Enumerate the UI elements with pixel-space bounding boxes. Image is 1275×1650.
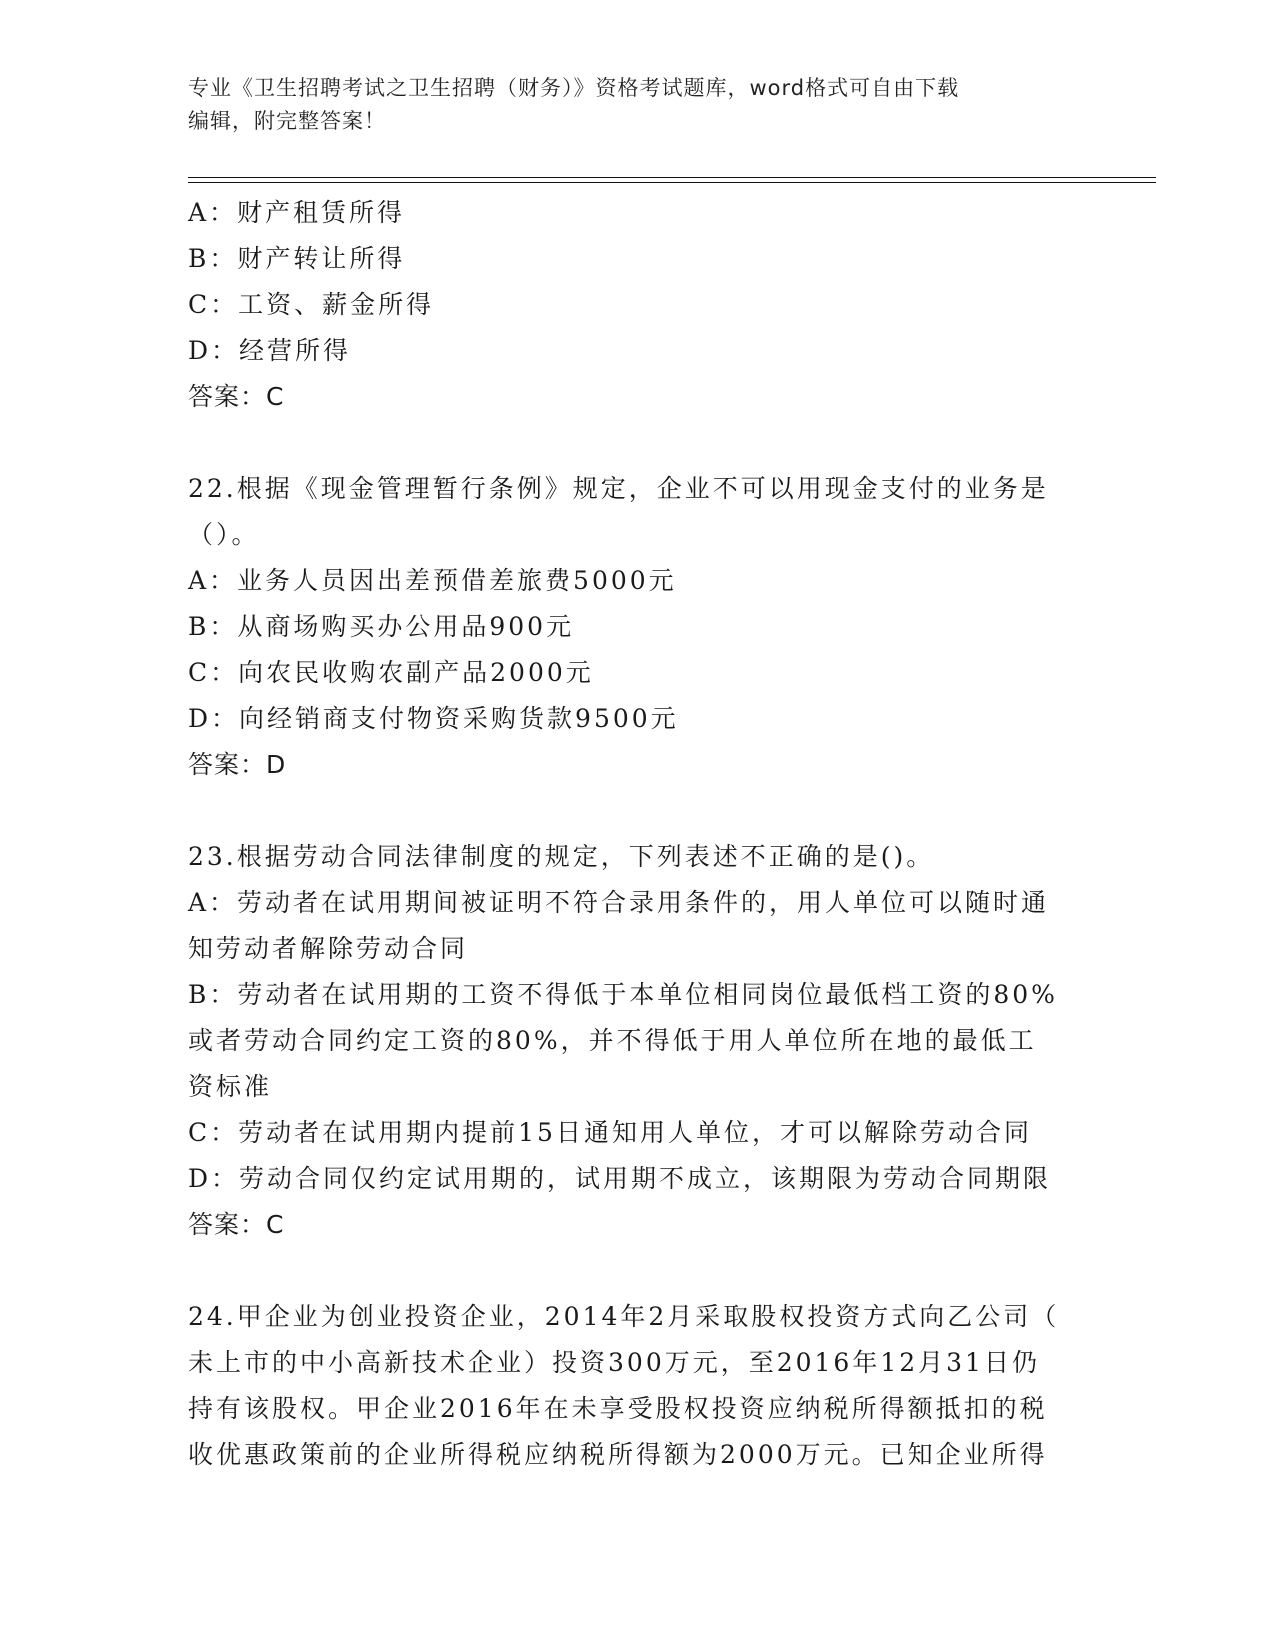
question-23: [188, 834, 1088, 1248]
option-a: A：业务人员因出差预借差旅费5000元: [188, 566, 677, 595]
option-b: B：财产转让所得: [188, 244, 406, 273]
option-d: D：劳动合同仅约定试用期的，试用期不成立，该期限为劳动合同期限: [188, 1164, 1052, 1193]
header-line-1: 专业《卫生招聘考试之卫生招聘（财务）》资格考试题库，word格式可自由下载: [188, 76, 960, 100]
question-21: [188, 190, 1088, 420]
option-c: C：劳动者在试用期内提前15日通知用人单位，才可以解除劳动合同: [188, 1118, 1032, 1147]
question-24: [188, 1294, 1088, 1478]
answer-line: 答案：C: [188, 1210, 285, 1239]
question-stem: 22.根据《现金管理暂行条例》规定，企业不可以用现金支付的业务是: [188, 474, 1049, 503]
option-c: C：向农民收购农副产品2000元: [188, 658, 594, 687]
option-a-cont: 知劳动者解除劳动合同: [188, 934, 469, 963]
header-line-2: 编辑，附完整答案！: [188, 109, 386, 133]
option-a: A：财产租赁所得: [188, 198, 406, 227]
question-stem: 24.甲企业为创业投资企业，2014年2月采取股权投资方式向乙公司（: [188, 1302, 1060, 1331]
document-header: [188, 72, 1068, 138]
option-c: C：工资、薪金所得: [188, 290, 435, 319]
option-b-cont: 或者劳动合同约定工资的80%，并不得低于用人单位所在地的最低工: [188, 1026, 1037, 1055]
option-a: A：劳动者在试用期间被证明不符合录用条件的，用人单位可以随时通: [188, 888, 1050, 917]
question-stem-cont: 未上市的中小高新技术企业）投资300万元，至2016年12月31日仍: [188, 1348, 1040, 1377]
question-content: [188, 190, 1088, 1478]
question-stem-cont: 收优惠政策前的企业所得税应纳税所得额为2000万元。已知企业所得: [188, 1440, 1048, 1469]
option-b: B：劳动者在试用期的工资不得低于本单位相同岗位最低档工资的80%: [188, 980, 1058, 1009]
option-b: B：从商场购买办公用品900元: [188, 612, 575, 641]
header-divider-double: [188, 182, 1156, 183]
question-stem-cont: （）。: [188, 520, 260, 549]
answer-line: 答案：C: [188, 382, 285, 411]
question-22: [188, 466, 1088, 788]
option-b-cont-2: 资标准: [188, 1072, 273, 1101]
spacer: [188, 1248, 1088, 1294]
spacer: [188, 420, 1088, 466]
spacer: [188, 788, 1088, 834]
answer-line: 答案：D: [188, 750, 287, 779]
question-stem: 23.根据劳动合同法律制度的规定，下列表述不正确的是()。: [188, 842, 935, 871]
header-divider: [188, 177, 1156, 178]
option-d: D：经营所得: [188, 336, 352, 365]
option-d: D：向经销商支付物资采购货款9500元: [188, 704, 679, 733]
question-stem-cont: 持有该股权。甲企业2016年在未享受股权投资应纳税所得额抵扣的税: [188, 1394, 1048, 1423]
